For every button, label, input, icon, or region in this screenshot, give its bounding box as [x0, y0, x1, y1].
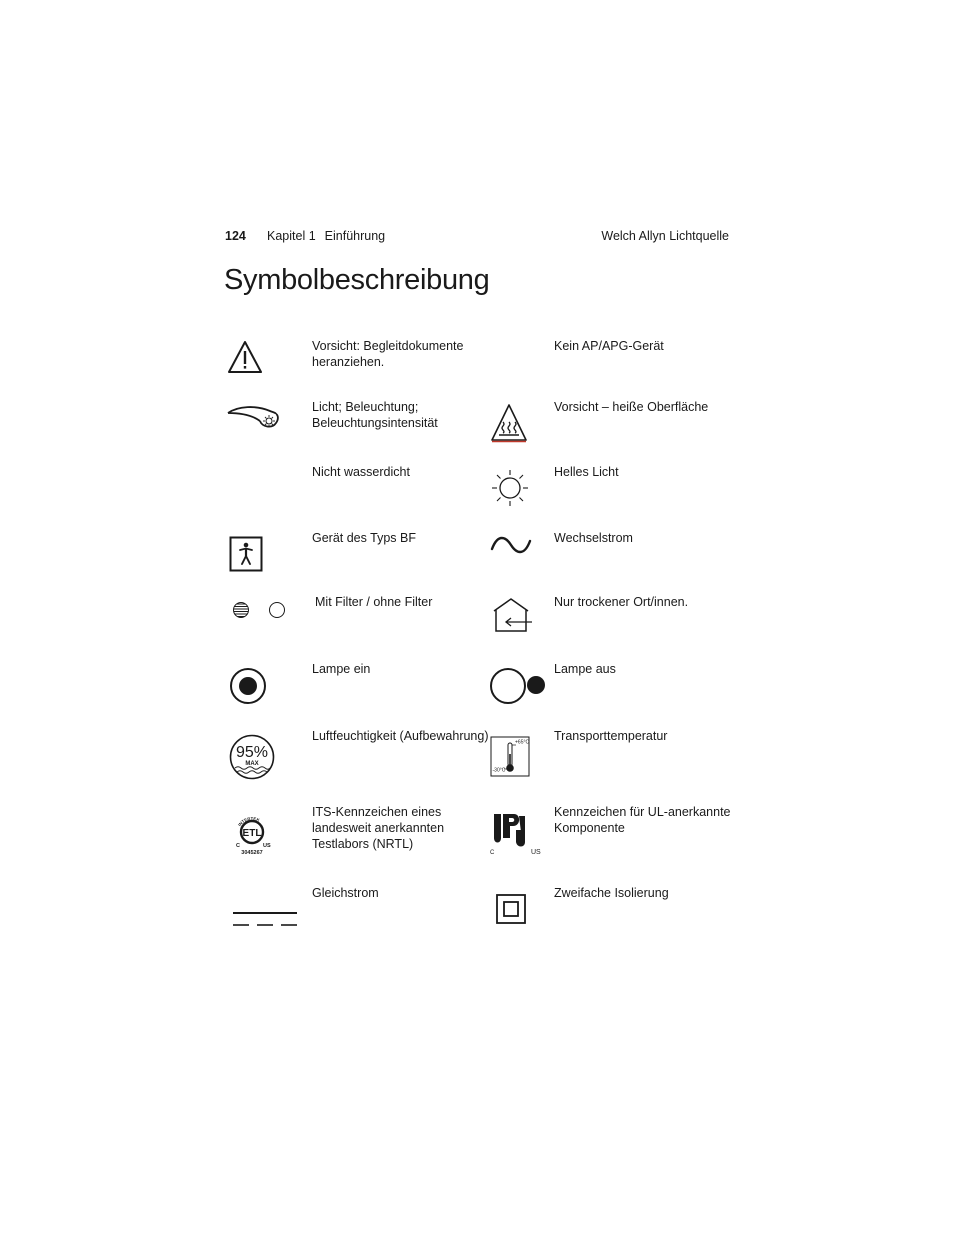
page-number: 124 — [225, 229, 246, 243]
its-mark-icon — [230, 812, 274, 856]
page-header — [225, 229, 729, 247]
its-c-label: C — [236, 843, 240, 849]
double-insulation-icon — [496, 894, 526, 924]
symbol-description: Mit Filter / ohne Filter — [315, 595, 433, 609]
alternating-current-icon — [490, 535, 532, 555]
temperature-high: +65°C — [515, 739, 530, 746]
symbol-description: Nur trockener Ort/innen. — [554, 595, 689, 609]
symbol-description: Kennzeichen für UL-anerkannte Komponente — [554, 805, 731, 835]
symbol-description: Transporttemperatur — [554, 729, 668, 743]
humidity-value: 95% — [235, 744, 269, 761]
symbol-description: Lampe aus — [554, 662, 616, 676]
its-letters: ETL — [242, 828, 262, 839]
transport-temperature-icon — [490, 736, 532, 778]
direct-current-icon — [232, 909, 298, 929]
product-name: Welch Allyn Lichtquelle — [601, 229, 729, 243]
its-us-label: US — [263, 843, 271, 849]
lamp-on-icon — [229, 667, 267, 705]
temperature-low: -30°C — [492, 767, 506, 774]
chapter-label — [267, 229, 385, 243]
ul-us-label: US — [531, 849, 541, 856]
warning-triangle-icon — [227, 340, 263, 374]
symbol-description: Vorsicht: Begleitdokumente heranziehen. — [312, 339, 464, 369]
symbol-description: Gleichstrom — [312, 886, 379, 900]
symbol-description: Wechselstrom — [554, 531, 633, 545]
symbol-description: Luftfeuchtigkeit (Aufbewahrung) — [312, 729, 489, 743]
filter-icon — [232, 601, 288, 619]
symbol-description: Licht; Beleuchtung; Beleuchtungsintensität — [312, 400, 438, 430]
light-illumination-icon — [226, 403, 282, 431]
bright-light-icon — [490, 468, 530, 508]
chapter-title: Einführung — [324, 229, 386, 243]
ul-c-label: C — [490, 850, 495, 856]
its-number: 3045267 — [241, 850, 263, 856]
symbol-description: Vorsicht – heiße Oberfläche — [554, 400, 709, 414]
symbol-description: Nicht wasserdicht — [312, 465, 410, 479]
hot-surface-icon — [490, 403, 528, 443]
symbol-description: Helles Licht — [554, 465, 619, 479]
its-arc-label: INTERTEK — [236, 815, 261, 828]
humidity-icon — [229, 734, 275, 780]
symbol-description: Gerät des Typs BF — [312, 531, 416, 545]
chapter-number: Kapitel 1 — [267, 229, 316, 243]
page-title: Symbolbeschreibung — [224, 264, 490, 296]
humidity-max: MAX — [245, 761, 259, 767]
dry-indoor-icon — [490, 597, 534, 633]
lamp-off-icon — [489, 667, 547, 705]
ul-recognized-icon — [489, 810, 545, 856]
symbol-description: ITS-Kennzeichen eines landesweit anerkannten Testlabors (NRTL) — [312, 805, 445, 851]
symbol-description: Kein AP/APG-Gerät — [554, 339, 664, 353]
symbol-description: Lampe ein — [312, 662, 371, 676]
type-bf-icon — [229, 536, 263, 572]
symbol-description: Zweifache Isolierung — [554, 886, 669, 900]
